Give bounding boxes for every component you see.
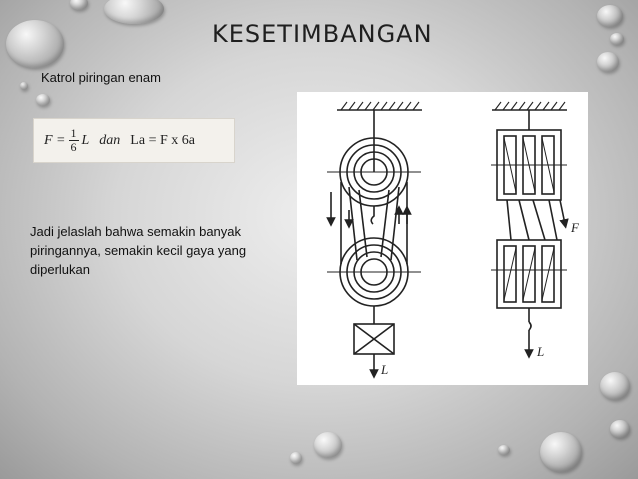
slide-subtitle: Katrol piringan enam bbox=[41, 70, 161, 85]
water-drop-decoration bbox=[70, 0, 88, 10]
slide-title: KESETIMBANGAN bbox=[212, 20, 433, 48]
water-drop-decoration bbox=[20, 82, 28, 90]
load-label-left: L bbox=[381, 362, 389, 377]
fraction-numerator: 1 bbox=[70, 126, 77, 140]
load-label-right: L bbox=[537, 344, 545, 359]
water-drop-decoration bbox=[610, 33, 624, 45]
fraction-denominator: 6 bbox=[70, 140, 77, 154]
water-drop-decoration bbox=[600, 372, 630, 400]
formula-conjunction: dan bbox=[99, 132, 121, 148]
water-drop-decoration bbox=[104, 0, 164, 24]
force-label: F bbox=[571, 220, 579, 235]
water-drop-decoration bbox=[498, 445, 510, 455]
pulley-diagram bbox=[297, 92, 588, 385]
formula-fraction bbox=[69, 127, 79, 154]
water-drop-decoration bbox=[597, 5, 623, 27]
water-drop-decoration bbox=[6, 20, 64, 68]
water-drop-decoration bbox=[290, 452, 302, 464]
explanation-text: Jadi jelaslah bahwa semakin banyak piringannya, semakin kecil gaya yang diperlukan bbox=[30, 224, 247, 277]
formula-variable: L bbox=[81, 132, 90, 148]
water-drop-decoration bbox=[597, 52, 619, 72]
water-drop-decoration bbox=[540, 432, 582, 472]
water-drop-decoration bbox=[314, 432, 342, 458]
water-drop-decoration bbox=[36, 94, 50, 106]
formula-image bbox=[33, 118, 235, 163]
water-drop-decoration bbox=[610, 420, 630, 438]
formula-lhs: F = bbox=[44, 132, 66, 148]
formula-rhs: La = F x 6a bbox=[130, 132, 195, 148]
